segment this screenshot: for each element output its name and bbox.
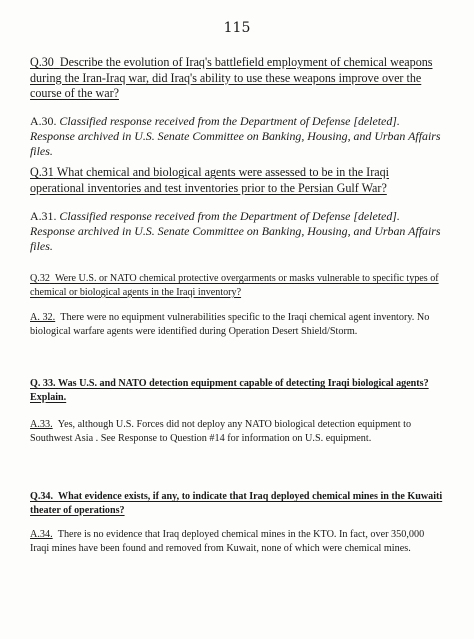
question-33 bbox=[30, 377, 444, 404]
answer-30 bbox=[30, 114, 444, 159]
question-31-text: What chemical and biological agents were assessed to be in the Iraqi operational inventories and test inventories prior to the Persian Gulf War? bbox=[30, 165, 390, 195]
answer-33 bbox=[30, 418, 444, 446]
question-33-text: Was U.S. and NATO detection equipment capable of detecting Iraqi biological agents? Explain. bbox=[30, 378, 429, 403]
question-32-text: Were U.S. or NATO chemical protective overgarments or masks vulnerable to specific types of chemical or biological agents in the Iraqi inventory? bbox=[30, 273, 439, 298]
question-34-label: Q.34. bbox=[30, 491, 53, 502]
question-30-text: Describe the evolution of Iraq's battlefield employment of chemical weapons during the Iran-Iraq war, did Iraq's ability to use these weapons improve over the course of the war? bbox=[30, 55, 433, 100]
question-31 bbox=[30, 165, 444, 196]
answer-31 bbox=[30, 209, 444, 254]
page-number: 115 bbox=[223, 20, 251, 36]
answer-34-label: A.34. bbox=[30, 529, 53, 540]
question-30 bbox=[30, 55, 444, 102]
answer-32-label: A. 32. bbox=[30, 312, 56, 323]
answer-34-text: There is no evidence that Iraq deployed chemical mines in the KTO. In fact, over 350,000 Iraqi mines have been found and removed from Kuwait, none of which were chemical mines. bbox=[30, 529, 425, 554]
answer-31-label: A.31. bbox=[30, 209, 57, 223]
answer-33-label: A.33. bbox=[30, 419, 53, 430]
question-34-text: What evidence exists, if any, to indicate that Iraq deployed chemical mines in the Kuwaiti theater of operations? bbox=[30, 491, 443, 516]
answer-31-text: Classified response received from the Department of Defense [deleted]. Response archived in U.S. Senate Committee on Banking, Housing, and Urban Affairs files. bbox=[30, 209, 441, 253]
question-34 bbox=[30, 490, 444, 517]
question-33-label: Q. 33. bbox=[30, 378, 56, 389]
answer-30-text: Classified response received from the Department of Defense [deleted]. Response archived in U.S. Senate Committee on Banking, Housing, and Urban Affairs files. bbox=[30, 114, 441, 158]
answer-30-label: A.30. bbox=[30, 114, 57, 128]
question-32 bbox=[30, 272, 444, 299]
question-31-label: Q.31 bbox=[30, 165, 54, 179]
answer-32 bbox=[30, 311, 444, 339]
question-30-label: Q.30 bbox=[30, 55, 54, 69]
answer-32-text: There were no equipment vulnerabilities specific to the Iraqi chemical agent inventory. No biological warfare agents were identified during Operation Desert Shield/Storm. bbox=[30, 312, 430, 337]
answer-34 bbox=[30, 528, 444, 556]
question-32-label: Q.32 bbox=[30, 273, 50, 284]
answer-33-text: Yes, although U.S. Forces did not deploy any NATO biological detection equipment to Southwest Asia . See Response to Question #14 for information on U.S. equipment. bbox=[30, 419, 412, 444]
